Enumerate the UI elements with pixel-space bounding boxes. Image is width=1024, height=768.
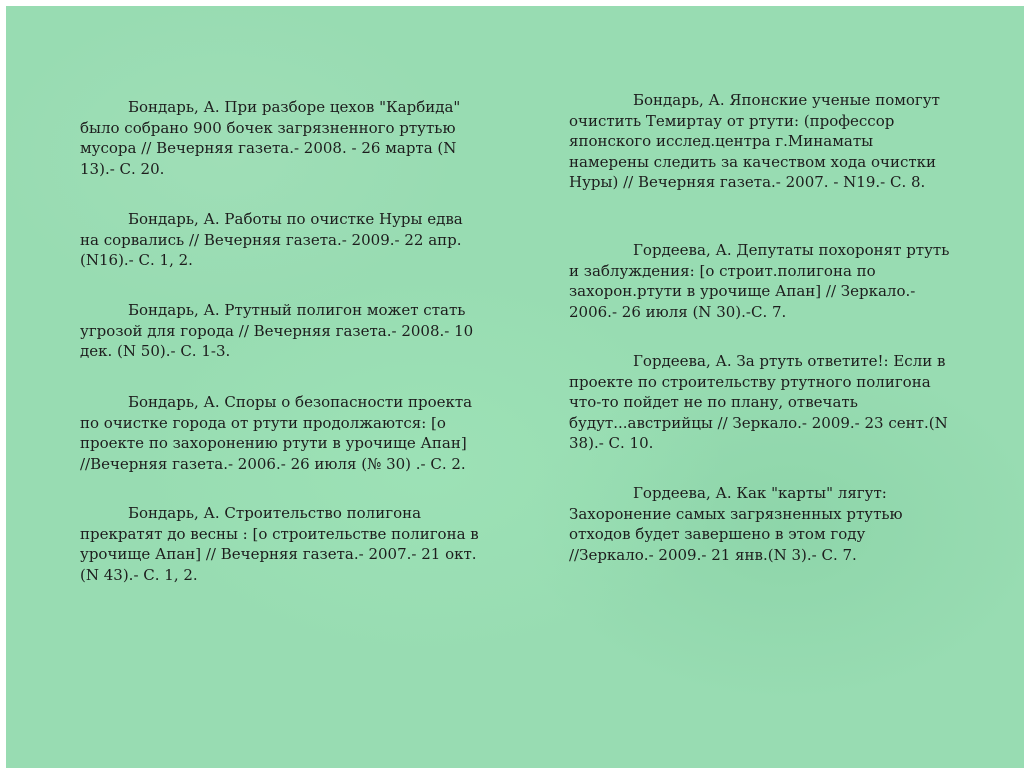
bibliography-entry: Бондарь, А. При разборе цехов "Карбида" было собрано 900 бочек загрязненного ртутью мусора // Вечерняя газета.- 2008. - 26 марта (N 13).- С. 20. — [80, 98, 461, 178]
bibliography-entry: Бондарь, А. Ртутный полигон может стать угрозой для города // Вечерняя газета.- 2008.- 10 дек. (N 50).- С. 1-3. — [80, 301, 474, 360]
bibliography-entry: Гордеева, А. За ртуть ответите!: Если в проекте по строительству ртутного полигона что-то пойдет не по плану, отвечать будут...австрийцы // Зеркало.- 2009.- 23 сент.(N 38).- С. 10. — [569, 352, 948, 452]
bibliography-entry: Бондарь, А. Споры о безопасности проекта по очистке города от ртути продолжаются: [о проекте по захоронению ртути в урочище Апан] //Вечерняя газета.- 2006.- 26 июля (№ 30) .- С. 2. — [80, 393, 473, 473]
bibliography-entry: Гордеева, А. Депутаты похоронят ртуть и заблуждения: [о строит.полигона по захорон.ртути в урочище Апан] // Зеркало.- 2006.- 26 июля (N 30).-С. 7. — [569, 241, 950, 321]
bibliography-entry: Гордеева, А. Как "карты" лягут: Захоронение самых загрязненных ртутью отходов будет завершено в этом году //Зеркало.- 2009.- 21 янв.(N 3).- С. 7. — [569, 484, 903, 564]
bibliography-entry: Бондарь, А. Строительство полигона прекратят до весны : [о строительстве полигона в урочище Апан] // Вечерняя газета.- 2007.- 21 окт. (N 43).- С. 1, 2. — [80, 504, 479, 584]
bibliography-entry: Бондарь, А. Работы по очистке Нуры едва на сорвались // Вечерняя газета.- 2009.- 22 апр. (N16).- С. 1, 2. — [80, 210, 463, 269]
slide-page — [6, 6, 1024, 768]
bibliography-entry: Бондарь, А. Японские ученые помогут очистить Темиртау от ртути: (профессор японского исслед.центра г.Минаматы намерены следить за качеством хода очистки Нуры) // Вечерняя газета.- 2007. - N19.- С. 8. — [569, 91, 940, 191]
